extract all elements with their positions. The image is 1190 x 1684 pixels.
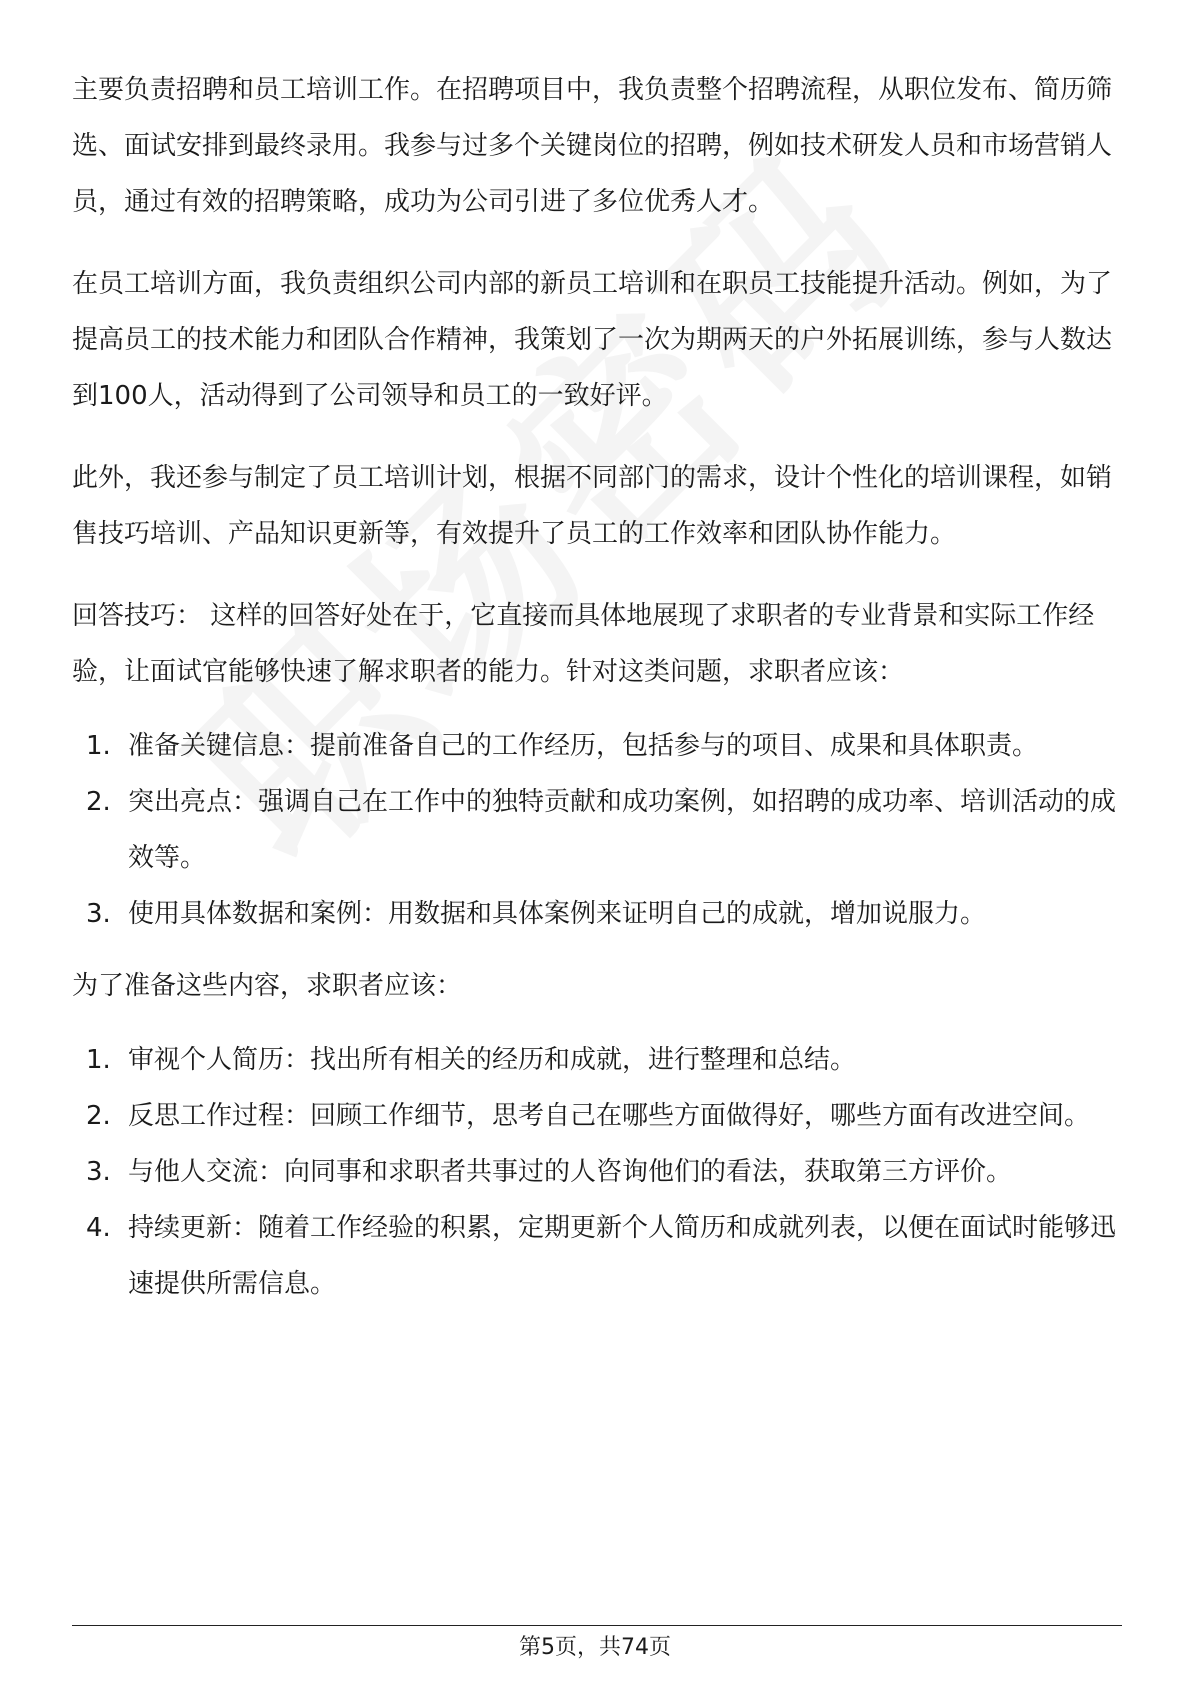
paragraph-answer-tips: 回答技巧： 这样的回答好处在于，它直接而具体地展现了求职者的专业背景和实际工作经验，让面试官能够快速了解求职者的能力。针对这类问题，求职者应该： (72, 601, 1095, 687)
list-item-number: 1. (86, 731, 111, 761)
paragraph-training: 在员工培训方面，我负责组织公司内部的新员工培训和在职员工技能提升活动。例如，为了提高员工的技术能力和团队合作精神，我策划了一次为期两天的户外拓展训练，参与人数达到100人，活动得到了公司领导和员工的一致好评。 (72, 269, 1113, 411)
page-number: 第5页，共74页 (519, 1635, 671, 1660)
paragraph-preparation-intro: 为了准备这些内容，求职者应该： (72, 971, 463, 1001)
list-item-number: 3. (86, 899, 111, 929)
tips-list (72, 718, 1122, 942)
list-item-number: 2. (86, 787, 111, 817)
preparation-list (72, 1032, 1122, 1312)
list-item (72, 1144, 1122, 1200)
list-item (72, 1032, 1122, 1088)
list-item-number: 2. (86, 1101, 111, 1131)
list-item (72, 1088, 1122, 1144)
list-item-text: 审视个人简历：找出所有相关的经历和成就，进行整理和总结。 (128, 1045, 857, 1075)
list-item (72, 886, 1122, 942)
list-item-text: 准备关键信息：提前准备自己的工作经历，包括参与的项目、成果和具体职责。 (128, 731, 1039, 761)
list-item (72, 774, 1122, 886)
list-item-text: 使用具体数据和案例：用数据和具体案例来证明自己的成就，增加说服力。 (128, 899, 987, 929)
paragraph-training-plan: 此外，我还参与制定了员工培训计划，根据不同部门的需求，设计个性化的培训课程，如销售技巧培训、产品知识更新等，有效提升了员工的工作效率和团队协作能力。 (72, 463, 1113, 549)
list-item-number: 3. (86, 1157, 111, 1187)
list-item-text: 反思工作过程：回顾工作细节，思考自己在哪些方面做得好，哪些方面有改进空间。 (128, 1101, 1091, 1131)
list-item (72, 718, 1122, 774)
document-body (72, 62, 1122, 1312)
list-item-number: 1. (86, 1045, 111, 1075)
list-item-text: 持续更新：随着工作经验的积累，定期更新个人简历和成就列表，以便在面试时能够迅速提供所需信息。 (128, 1213, 1117, 1299)
list-item (72, 1200, 1122, 1312)
footer-divider (72, 1625, 1122, 1626)
list-item-text: 与他人交流：向同事和求职者共事过的人咨询他们的看法，获取第三方评价。 (128, 1157, 1013, 1187)
paragraph-responsibilities: 主要负责招聘和员工培训工作。在招聘项目中，我负责整个招聘流程，从职位发布、简历筛选、面试安排到最终录用。我参与过多个关键岗位的招聘，例如技术研发人员和市场营销人员，通过有效的招聘策略，成功为公司引进了多位优秀人才。 (72, 75, 1113, 217)
list-item-number: 4. (86, 1213, 111, 1243)
list-item-text: 突出亮点：强调自己在工作中的独特贡献和成功案例，如招聘的成功率、培训活动的成效等。 (128, 787, 1117, 873)
